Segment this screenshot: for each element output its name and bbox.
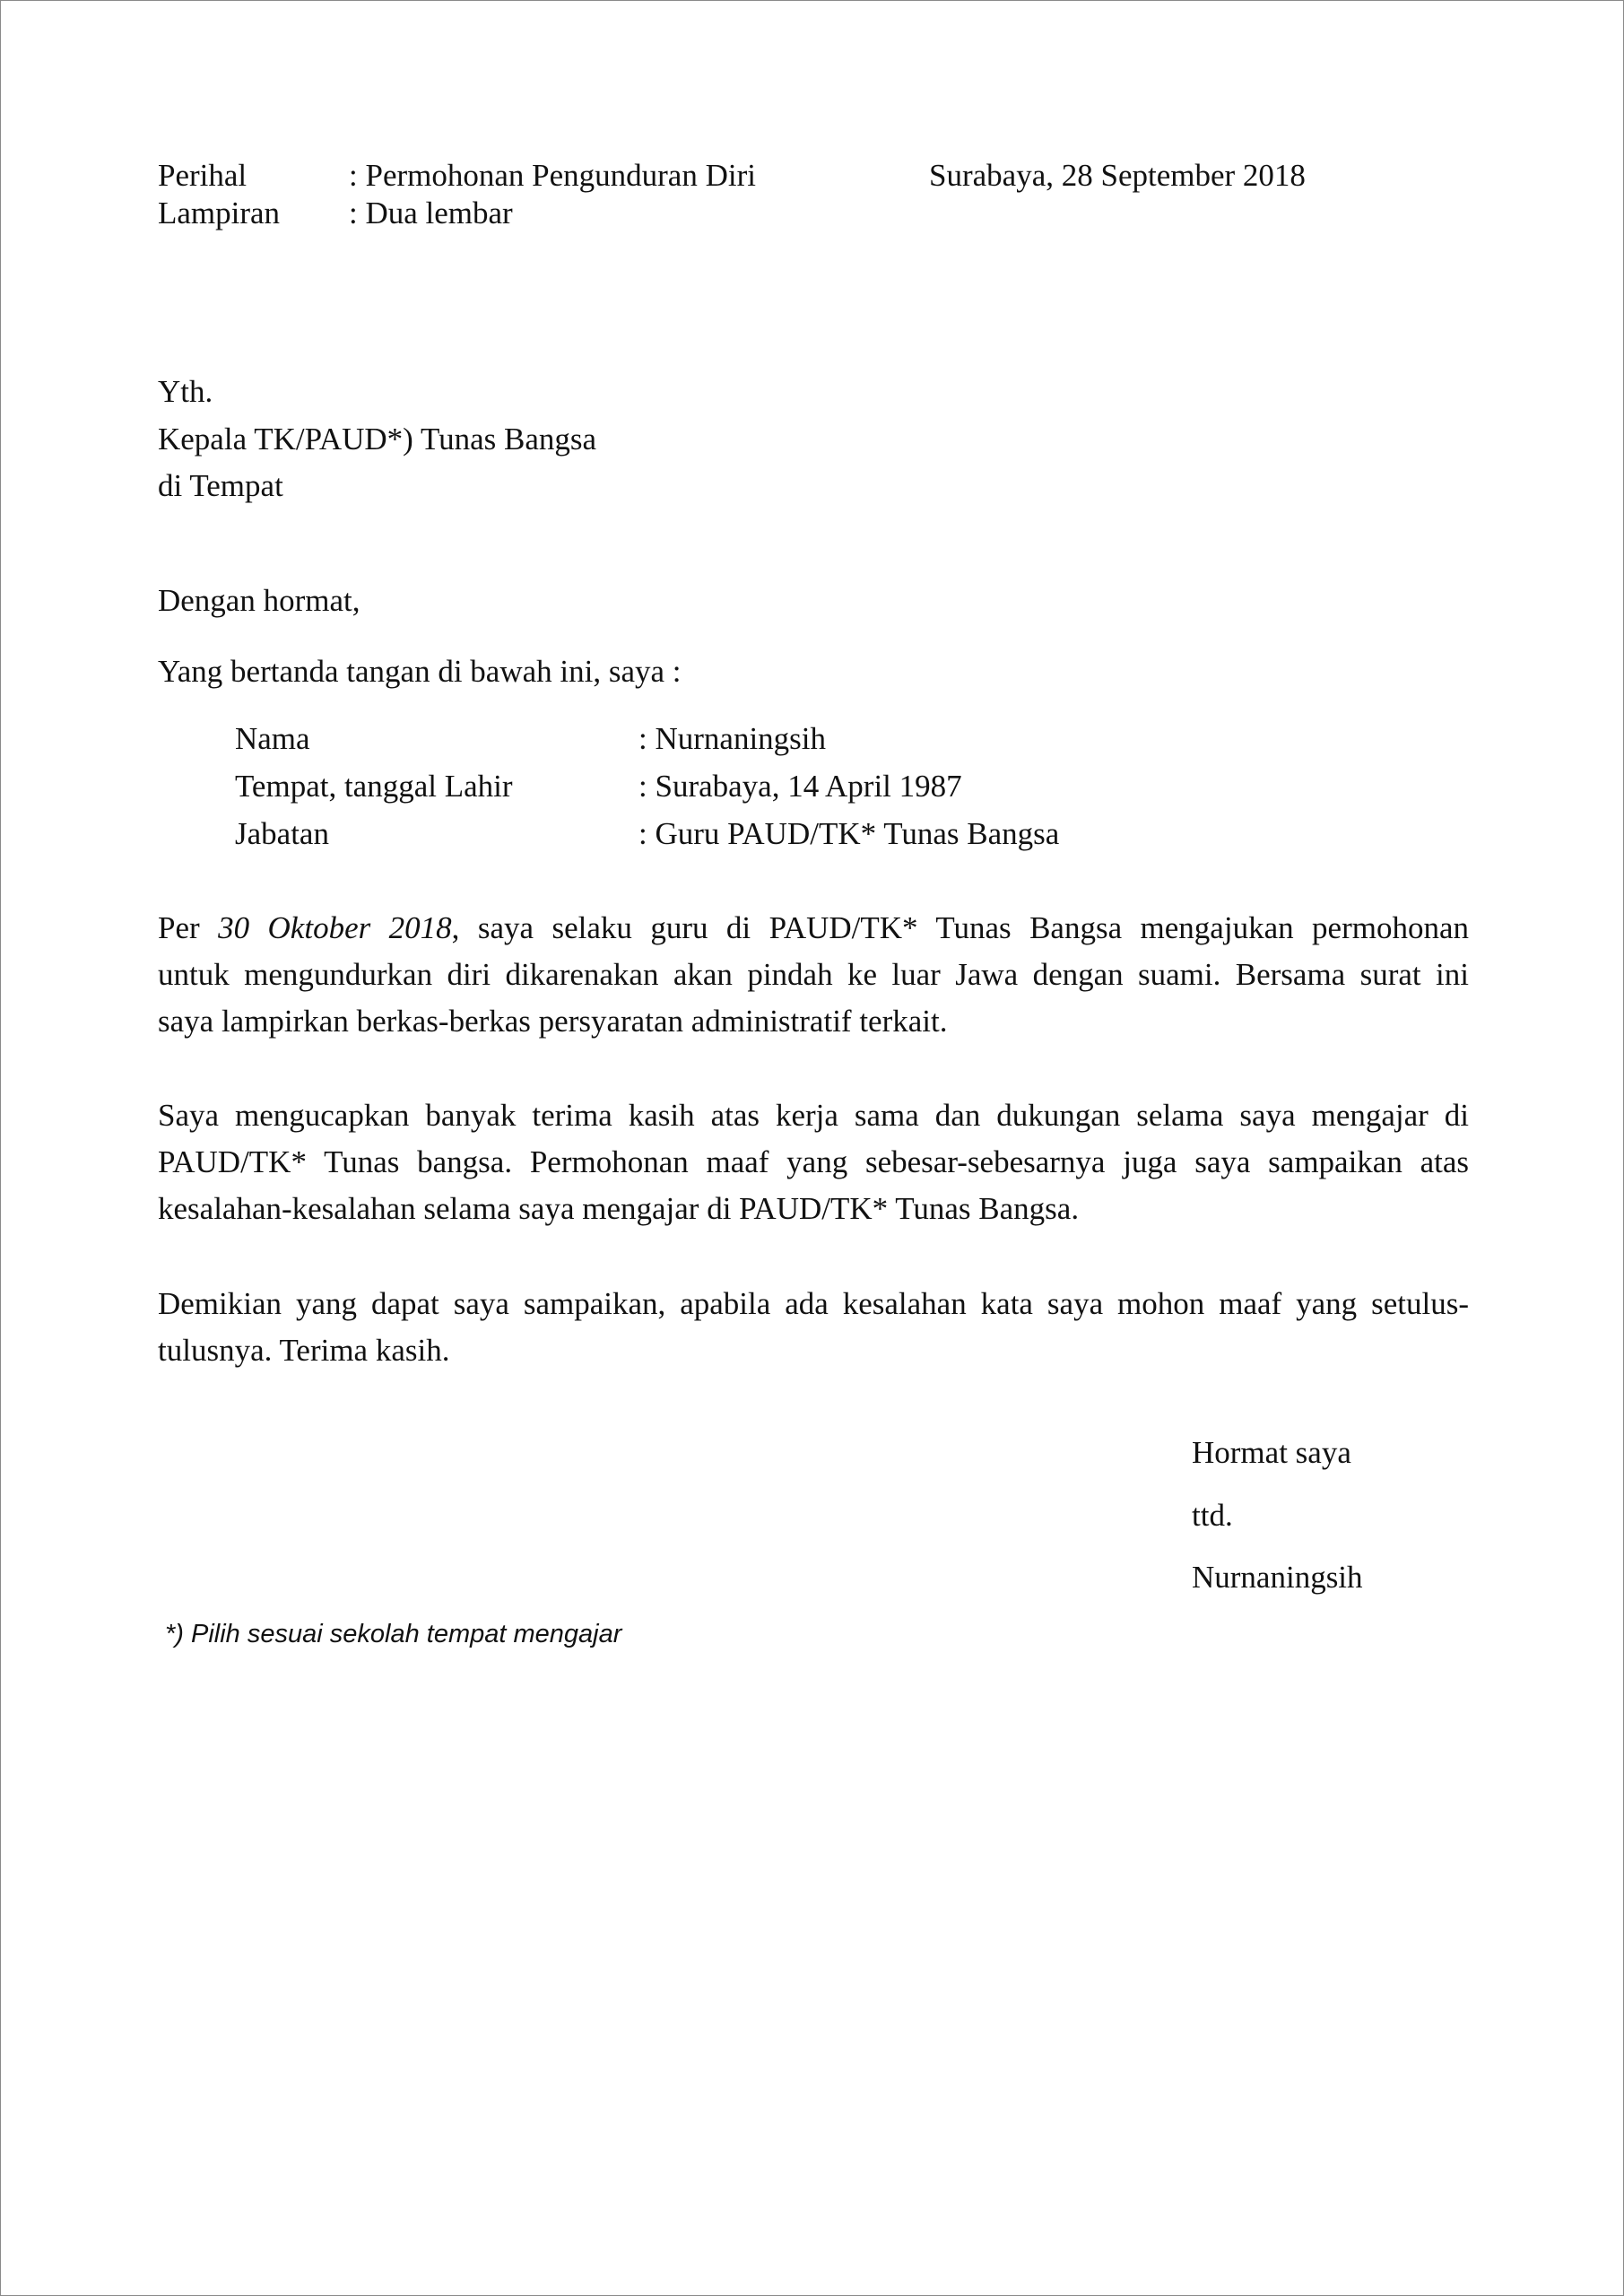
effective-date: 30 Oktober 2018 [218,910,452,945]
greeting: Dengan hormat, [158,583,360,618]
paragraph-2-line-3: kesalahan-kesalahan selama saya mengajar di PAUD/TK* Tunas Bangsa. [158,1191,1080,1226]
identity-value-birth: : Surabaya, 14 April 1987 [638,769,962,804]
paragraph-1-line-1 [158,905,1469,952]
paragraph-1-line-1-rest: , saya selaku guru di PAUD/TK* Tunas Bangsa mengajukan permohonan [451,910,1469,945]
paragraph-closing [158,1281,1469,1374]
lampiran-label: Lampiran [158,196,281,230]
paragraph-2-line-1: Saya mengucapkan banyak terima kasih atas kerja sama dan dukungan selama saya mengajar di [158,1098,1469,1133]
perihal-value: : Permohonan Pengunduran Diri [349,158,756,193]
paragraph-1-line-2: untuk mengundurkan diri dikarenakan akan pindah ke luar Jawa dengan suami. Bersama surat ini [158,957,1469,992]
paragraph-3-line-1: Demikian yang dapat saya sampaikan, apabila ada kesalahan kata saya mohon maaf yang setulus- [158,1286,1469,1321]
addressee-line-2: Kepala TK/PAUD*) Tunas Bangsa [158,422,597,457]
identity-value-jabatan: : Guru PAUD/TK* Tunas Bangsa [638,816,1060,851]
identity-value-nama: : Nurnaningsih [638,721,827,756]
identity-label-nama: Nama [235,721,310,756]
paragraph-resignation [158,905,1469,1045]
paragraph-1-line-3: saya lampirkan berkas-berkas persyaratan administratif terkait. [158,1004,948,1039]
perihal-label: Perihal [158,158,248,193]
identity-label-birth: Tempat, tanggal Lahir [235,769,513,804]
place-date: Surabaya, 28 September 2018 [929,158,1306,193]
identity-label-jabatan: Jabatan [235,816,329,851]
paragraph-thanks [158,1092,1469,1232]
signature-name: Nurnaningsih [1192,1560,1363,1595]
signature-ttd: ttd. [1192,1498,1233,1533]
paragraph-2-line-2: PAUD/TK* Tunas bangsa. Permohonan maaf yang sebesar-sebesarnya juga saya sampaikan atas [158,1144,1469,1179]
lampiran-value: : Dua lembar [349,196,513,230]
signature-closing: Hormat saya [1192,1435,1351,1470]
addressee-line-3: di Tempat [158,468,283,503]
paragraph-3-line-2: tulusnya. Terima kasih. [158,1333,450,1368]
intro-text: Yang bertanda tangan di bawah ini, saya : [158,654,682,689]
footnote: *) Pilih sesuai sekolah tempat mengajar [165,1620,622,1648]
addressee-line-1: Yth. [158,374,213,409]
paragraph-1-prefix: Per [158,910,219,945]
